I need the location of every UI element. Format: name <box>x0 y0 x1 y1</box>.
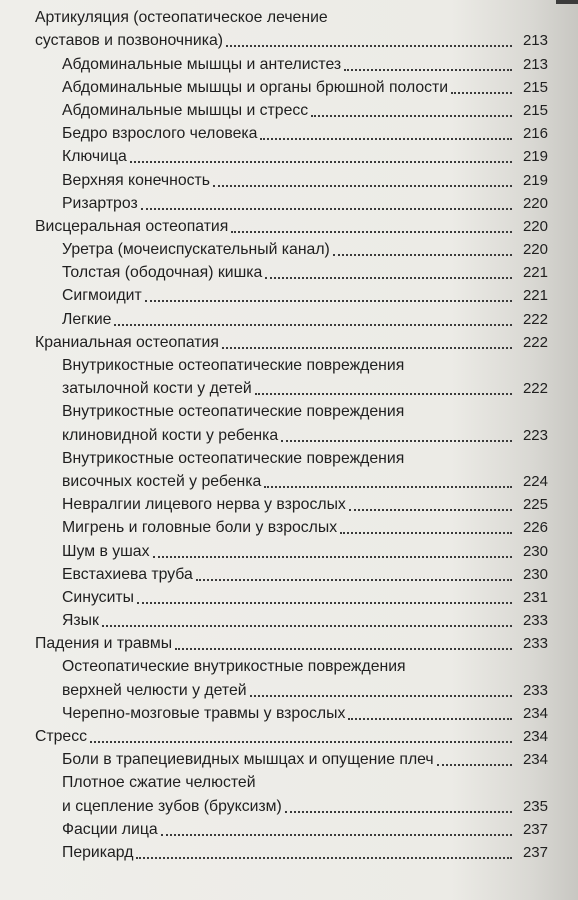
toc-entry-title: Ключица <box>62 148 127 166</box>
dot-leader <box>349 499 512 511</box>
dot-leader <box>260 128 512 140</box>
table-of-contents <box>0 4 548 862</box>
toc-entry-title: Уретра (мочеиспускательный канал) <box>62 241 330 259</box>
toc-page-number: 230 <box>522 542 548 560</box>
dot-leader <box>340 522 512 534</box>
toc-entry-title: Фасции лица <box>62 820 158 838</box>
toc-subsection-entry <box>0 120 548 143</box>
toc-page-number: 221 <box>522 287 548 305</box>
toc-entry-title: Сигмоидит <box>62 287 142 305</box>
dot-leader <box>344 59 512 71</box>
toc-entry-title: Перикард <box>62 843 134 861</box>
dot-leader <box>285 801 512 813</box>
toc-page-number: 233 <box>522 681 548 699</box>
toc-entry-title: верхней челюсти у детей <box>62 681 247 699</box>
toc-page-number: 234 <box>522 751 548 769</box>
toc-subsection-entry <box>0 166 548 189</box>
toc-subsection-entry <box>0 282 548 305</box>
toc-entry-title: Артикуляция (остеопатическое лечение <box>35 9 328 27</box>
toc-page-number: 213 <box>522 32 548 50</box>
toc-subsection-entry <box>0 143 548 166</box>
toc-section-entry <box>0 4 548 27</box>
dot-leader <box>136 847 512 859</box>
toc-entry-title: Мигрень и головные боли у взрослых <box>62 519 338 537</box>
toc-page-number: 222 <box>522 380 548 398</box>
toc-subsection-entry <box>0 561 548 584</box>
toc-entry-title: Абдоминальные мышцы и антелистез <box>62 55 342 73</box>
toc-subsection-entry <box>0 839 548 862</box>
dot-leader <box>451 82 512 94</box>
toc-section-entry <box>0 630 548 653</box>
toc-page-number: 221 <box>522 264 548 282</box>
toc-subsection-entry <box>0 236 548 259</box>
toc-entry-title: клиновидной кости у ребенка <box>62 426 279 444</box>
dot-leader <box>145 290 512 302</box>
toc-subsection-entry <box>0 352 548 375</box>
toc-page-number: 234 <box>522 728 548 745</box>
dot-leader <box>264 476 512 488</box>
dot-leader <box>222 337 512 349</box>
toc-entry-title: и сцепление зубов (бруксизм) <box>62 797 282 815</box>
dot-leader <box>141 198 512 210</box>
toc-section-entry <box>0 27 548 50</box>
toc-page-number: 231 <box>522 588 548 606</box>
toc-subsection-entry <box>0 468 548 491</box>
toc-page-number: 233 <box>522 635 548 653</box>
toc-subsection-entry <box>0 97 548 120</box>
toc-entry-title: Легкие <box>62 310 112 328</box>
toc-entry-title: Стресс <box>35 728 88 745</box>
toc-page-number: 226 <box>522 519 548 537</box>
page-corner-mark <box>556 0 578 4</box>
toc-entry-title: Абдоминальные мышцы и органы брюшной полости <box>62 78 449 96</box>
toc-entry-title: Ризартроз <box>62 194 138 212</box>
dot-leader <box>226 35 512 47</box>
dot-leader <box>90 731 512 743</box>
dot-leader <box>250 685 512 697</box>
toc-page-number: 220 <box>522 194 548 212</box>
toc-entry-title: Невралгии лицевого нерва у взрослых <box>62 496 346 514</box>
toc-page-number: 230 <box>522 565 548 583</box>
toc-subsection-entry <box>0 792 548 815</box>
dot-leader <box>255 383 512 395</box>
toc-subsection-entry <box>0 607 548 630</box>
toc-entry-title: височных костей у ребенка <box>62 472 262 490</box>
toc-page-number: 220 <box>522 217 548 235</box>
toc-page-number: 215 <box>522 101 548 119</box>
toc-subsection-entry <box>0 514 548 537</box>
toc-entry-title: Боли в трапециевидных мышцах и опущение плеч <box>62 751 434 769</box>
toc-page-number: 223 <box>522 426 548 444</box>
toc-page-number: 222 <box>522 333 548 351</box>
toc-page-number: 235 <box>522 797 548 815</box>
dot-leader <box>213 175 512 187</box>
toc-entry-title: затылочной кости у детей <box>62 380 252 398</box>
toc-page-number: 237 <box>522 843 548 861</box>
dot-leader <box>102 615 512 627</box>
toc-entry-title: Шум в ушах <box>62 542 150 560</box>
toc-entry-title: Толстая (ободочная) кишка <box>62 264 263 282</box>
toc-subsection-entry <box>0 491 548 514</box>
toc-entry-title: Язык <box>62 612 99 630</box>
toc-subsection-entry <box>0 584 548 607</box>
toc-entry-title: Краниальная остеопатия <box>35 333 219 351</box>
dot-leader <box>161 824 512 836</box>
toc-page-number: 219 <box>522 171 548 189</box>
toc-entry-title: Верхняя конечность <box>62 171 211 189</box>
toc-entry-title: Висцеральная остеопатия <box>35 217 229 235</box>
toc-subsection-entry <box>0 74 548 97</box>
toc-subsection-entry <box>0 700 548 723</box>
dot-leader <box>114 314 512 326</box>
toc-subsection-entry <box>0 398 548 421</box>
toc-entry-title: суставов и позвоночника) <box>35 32 224 50</box>
toc-page-number: 219 <box>522 148 548 166</box>
toc-subsection-entry <box>0 537 548 560</box>
toc-entry-title: Внутрикостные остеопатические повреждения <box>62 403 405 421</box>
dot-leader <box>281 430 512 442</box>
dot-leader <box>437 754 512 766</box>
toc-entry-title: Плотное сжатие челюстей <box>62 774 256 792</box>
toc-subsection-entry <box>0 676 548 699</box>
toc-page-number: 215 <box>522 78 548 96</box>
dot-leader <box>265 267 512 279</box>
toc-page-number: 224 <box>522 472 548 490</box>
toc-entry-title: Абдоминальные мышцы и стресс <box>62 101 309 119</box>
toc-subsection-entry <box>0 190 548 213</box>
toc-entry-title: Бедро взрослого человека <box>62 125 258 143</box>
toc-entry-title: Остеопатические внутрикостные повреждения <box>62 658 406 676</box>
toc-entry-title: Внутрикостные остеопатические повреждения <box>62 357 405 374</box>
dot-leader <box>348 708 512 720</box>
toc-page-number: 237 <box>522 820 548 838</box>
toc-page-number: 234 <box>522 704 548 722</box>
toc-entry-title: Синуситы <box>62 588 134 606</box>
dot-leader <box>231 221 512 233</box>
toc-entry-title: Евстахиева труба <box>62 565 193 583</box>
toc-page-number: 225 <box>522 496 548 514</box>
toc-entry-title: Черепно-мозговые травмы у взрослых <box>62 704 346 722</box>
toc-subsection-entry <box>0 259 548 282</box>
toc-page-number: 222 <box>522 310 548 328</box>
dot-leader <box>311 105 512 117</box>
toc-entry-title: Внутрикостные остеопатические повреждения <box>62 449 405 467</box>
toc-subsection-entry <box>0 653 548 676</box>
toc-page-number: 213 <box>522 55 548 73</box>
toc-subsection-entry <box>0 375 548 398</box>
dot-leader <box>196 569 512 581</box>
dot-leader <box>137 592 512 604</box>
toc-subsection-entry <box>0 816 548 839</box>
toc-section-entry <box>0 329 548 352</box>
toc-section-entry <box>0 723 548 746</box>
toc-page-number: 220 <box>522 241 548 259</box>
toc-entry-title: Падения и травмы <box>35 635 173 653</box>
dot-leader <box>153 546 513 558</box>
toc-subsection-entry <box>0 305 548 328</box>
toc-subsection-entry <box>0 769 548 792</box>
toc-page-number: 233 <box>522 612 548 630</box>
dot-leader <box>130 151 512 163</box>
toc-subsection-entry <box>0 445 548 468</box>
toc-page-number: 216 <box>522 125 548 143</box>
toc-subsection-entry <box>0 50 548 73</box>
toc-section-entry <box>0 213 548 236</box>
dot-leader <box>333 244 512 256</box>
dot-leader <box>175 638 512 650</box>
toc-subsection-entry <box>0 746 548 769</box>
toc-subsection-entry <box>0 421 548 444</box>
